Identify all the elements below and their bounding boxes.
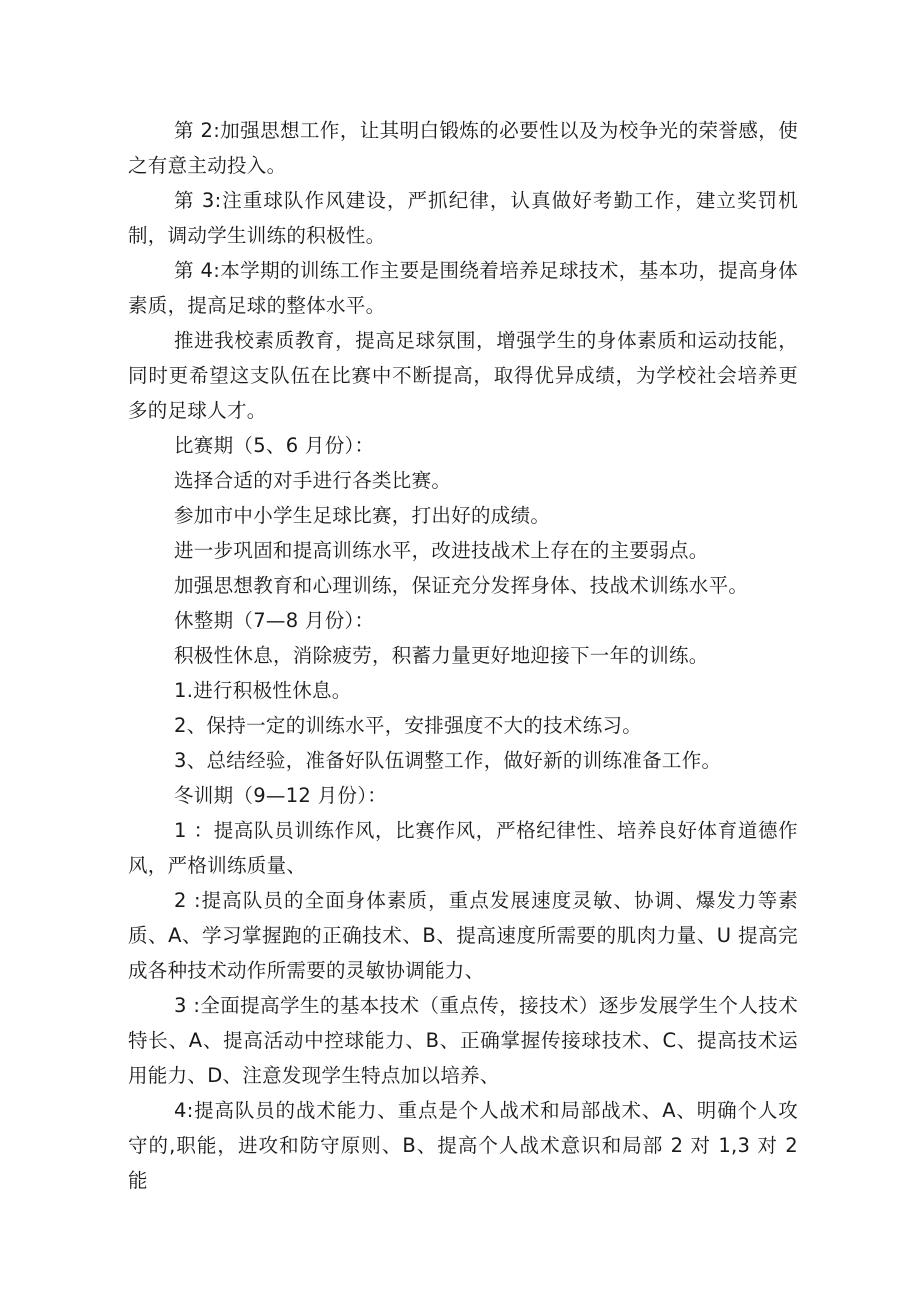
list-item: 选择合适的对手进行各类比赛。 (174, 469, 452, 492)
list-item: 进一步巩固和提高训练水平，改进技战术上存在的主要弱点。 (174, 539, 709, 562)
paragraph-item-4: 第 4:本学期的训练工作主要是围绕着培养足球技术，基本功，提高身体素质，提高足球的整体水平。 (128, 259, 798, 317)
list-item: 3、总结经验，准备好队伍调整工作，做好新的训练准备工作。 (174, 749, 722, 772)
paragraph-purpose: 推进我校素质教育，提高足球氛围，增强学生的身体素质和运动技能，同时更希望这支队伍在比赛中不断提高，取得优异成绩，为学校社会培养更多的足球人才。 (128, 329, 798, 422)
list-item: 加强思想教育和心理训练，保证充分发挥身体、技战术训练水平。 (174, 574, 749, 597)
winter-item-1: 1 ：提高队员训练作风，比赛作风，严格纪律性、培养良好体育道德作风，严格训练质量、 (128, 819, 798, 877)
paragraph-item-2: 第 2:加强思想工作，让其明白锻炼的必要性以及为校争光的荣誉感，使之有意主动投入。 (128, 119, 798, 177)
section-heading-competition: 比赛期（5、6 月份）： (174, 434, 375, 457)
list-item: 1.进行积极性休息。 (174, 679, 352, 702)
section-heading-rest: 休整期（7—8 月份）： (174, 609, 375, 632)
paragraph-item-3: 第 3:注重球队作风建设，严抓纪律，认真做好考勤工作，建立奖罚机制，调动学生训练的积极性。 (128, 189, 798, 247)
winter-item-2: 2 :提高队员的全面身体素质，重点发展速度灵敏、协调、爆发力等素质、A、学习掌握跑的正确技术、B、提高速度所需要的肌肉力量、U 提高完成各种技术动作所需要的灵敏协调能力、 (128, 889, 798, 982)
list-item: 参加市中小学生足球比赛，打出好的成绩。 (174, 504, 551, 527)
winter-item-3: 3 :全面提高学生的基本技术（重点传，接技术）逐步发展学生个人技术特长、A、提高活动中控球能力、B、正确掌握传接球技术、C、提高技术运用能力、D、注意发现学生特点加以培养、 (128, 994, 798, 1087)
winter-item-4: 4:提高队员的战术能力、重点是个人战术和局部战术、A、明确个人攻守的,职能，进攻和防守原则、B、提高个人战术意识和局部 2 对 1,3 对 2 能 (128, 1099, 798, 1192)
section-heading-winter: 冬训期（9—12 月份）： (174, 784, 388, 807)
list-item: 积极性休息，消除疲劳，积蓄力量更好地迎接下一年的训练。 (174, 644, 709, 667)
list-item: 2、保持一定的训练水平，安排强度不大的技术练习。 (174, 714, 643, 737)
